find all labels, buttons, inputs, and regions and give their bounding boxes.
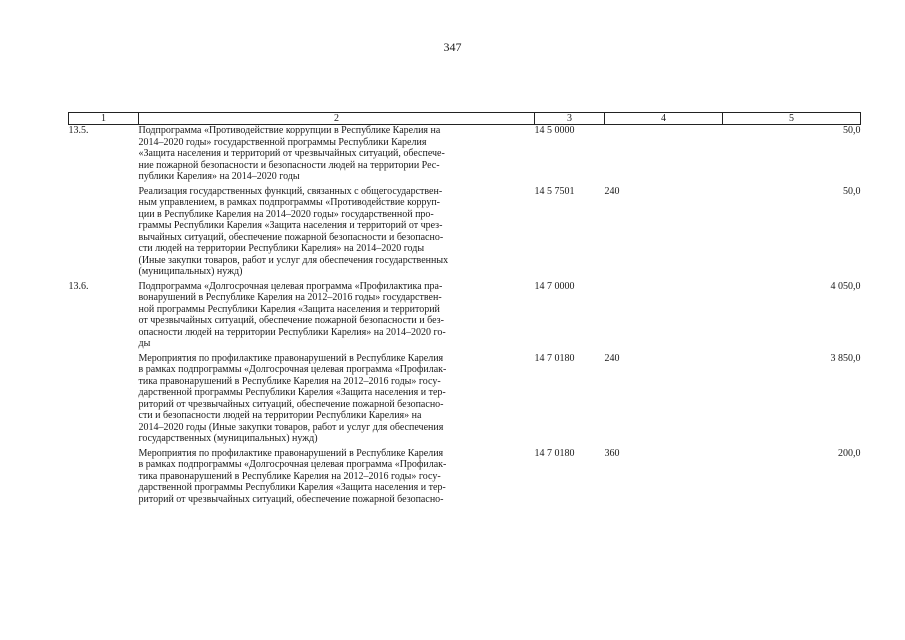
row-number [69, 353, 139, 448]
description-line: государственных (муниципальных) нужд) [138, 433, 318, 444]
budget-code: 14 7 0180 [534, 352, 575, 364]
page-number: 347 [443, 40, 462, 54]
budget-code: 14 7 0000 [534, 280, 575, 292]
table-row [69, 353, 861, 448]
description-line: Реализация государственных функций, связанных с общегосударствен- [138, 185, 443, 197]
budget-code: 14 5 7501 [534, 185, 575, 197]
expense-type: 240 [604, 352, 620, 364]
description-line: тика правонарушений в Республике Карелия на 2012–2016 годы» госу- [138, 375, 441, 387]
amount: 3 850,0 [830, 352, 861, 364]
description-line: риторий от чрезвычайных ситуаций, обеспечение пожарной безопасно- [138, 398, 444, 410]
expense-type: 360 [604, 447, 620, 459]
description-line: вонарушений в Республике Карелия на 2012–2016 годы» государствен- [138, 292, 442, 303]
budget-code: 14 5 0000 [534, 125, 575, 136]
table-header-row [69, 113, 861, 125]
row-description [139, 125, 535, 186]
description-line: ным управлением, в рамках подпрограммы «Противодействие корруп- [138, 197, 441, 208]
column-header: 5 [723, 113, 861, 125]
column-header: 4 [605, 113, 723, 125]
table-row [69, 448, 861, 506]
row-description [139, 186, 535, 281]
description-line: ние пожарной безопасности и безопасности людей на территории Рес- [138, 159, 440, 171]
description-line: вычайных ситуаций, обеспечение пожарной безопасности и безопасно- [138, 231, 444, 243]
description-line: от чрезвычайных ситуаций, обеспечение пожарной безопасности и без- [138, 315, 444, 326]
table-row [69, 281, 861, 353]
description-line: ды [138, 338, 151, 349]
amount: 4 050,0 [830, 280, 861, 292]
row-number: 13.5. [68, 125, 89, 136]
description-line: публики Карелия» на 2014–2020 годы [138, 171, 300, 182]
description-line: граммы Республики Карелия «Защита населения и территорий от чрез- [138, 220, 443, 231]
description-line: риторий от чрезвычайных ситуаций, обеспечение пожарной безопасно- [138, 493, 444, 505]
row-description [139, 353, 535, 448]
expense-type [605, 125, 723, 186]
description-line: ной программы Республики Карелия «Защита населения и территорий [138, 303, 440, 315]
table-row [69, 125, 861, 186]
description-line: в рамках подпрограммы «Долгосрочная целевая программа «Профилак- [138, 459, 447, 470]
description-line: в рамках подпрограммы «Долгосрочная целевая программа «Профилак- [138, 364, 447, 375]
description-line: (муниципальных) нужд) [138, 266, 243, 277]
description-line: ции в Республике Карелия на 2014–2020 годы» государственной про- [138, 208, 434, 220]
description-line: тика правонарушений в Республике Карелия на 2012–2016 годы» госу- [138, 470, 441, 482]
budget-code: 14 7 0180 [534, 447, 575, 459]
description-line: Мероприятия по профилактике правонарушений в Республике Карелия [138, 447, 444, 459]
description-line: сти людей на территории Республики Карелия» на 2014–2020 годы [138, 243, 425, 254]
description-line: Подпрограмма «Долгосрочная целевая программа «Профилактика пра- [138, 280, 443, 292]
description-line: (Иные закупки товаров, работ и услуг для обеспечения государственных [138, 254, 449, 266]
description-line: 2014–2020 годы» государственной программы Республики Карелия [138, 136, 427, 148]
row-number [69, 186, 139, 281]
expense-type: 240 [604, 185, 620, 197]
description-line: Мероприятия по профилактике правонарушений в Республике Карелия [138, 352, 444, 364]
description-line: дарственной программы Республики Карелия «Защита населения и тер- [138, 482, 446, 493]
row-number: 13.6. [68, 280, 89, 292]
column-header: 3 [535, 113, 605, 125]
budget-table [68, 112, 861, 505]
row-description [139, 281, 535, 353]
description-line: Подпрограмма «Противодействие коррупции в Республике Карелия на [138, 125, 441, 136]
column-header: 1 [69, 113, 139, 125]
description-line: сти и безопасности людей на территории Республики Карелия» на [138, 410, 422, 421]
amount: 50,0 [843, 125, 861, 136]
amount: 50,0 [843, 185, 861, 197]
description-line: 2014–2020 годы (Иные закупки товаров, работ и услуг для обеспечения [138, 421, 444, 433]
row-description [139, 448, 535, 506]
description-line: «Защита населения и территорий от чрезвычайных ситуаций, обеспече- [138, 148, 445, 159]
column-header: 2 [139, 113, 535, 125]
row-number [69, 448, 139, 506]
description-line: дарственной программы Республики Карелия «Защита населения и тер- [138, 387, 446, 398]
amount: 200,0 [838, 447, 861, 459]
table-row [69, 186, 861, 281]
description-line: опасности людей на территории Республики Карелия» на 2014–2020 го- [138, 326, 446, 338]
expense-type [605, 281, 723, 353]
